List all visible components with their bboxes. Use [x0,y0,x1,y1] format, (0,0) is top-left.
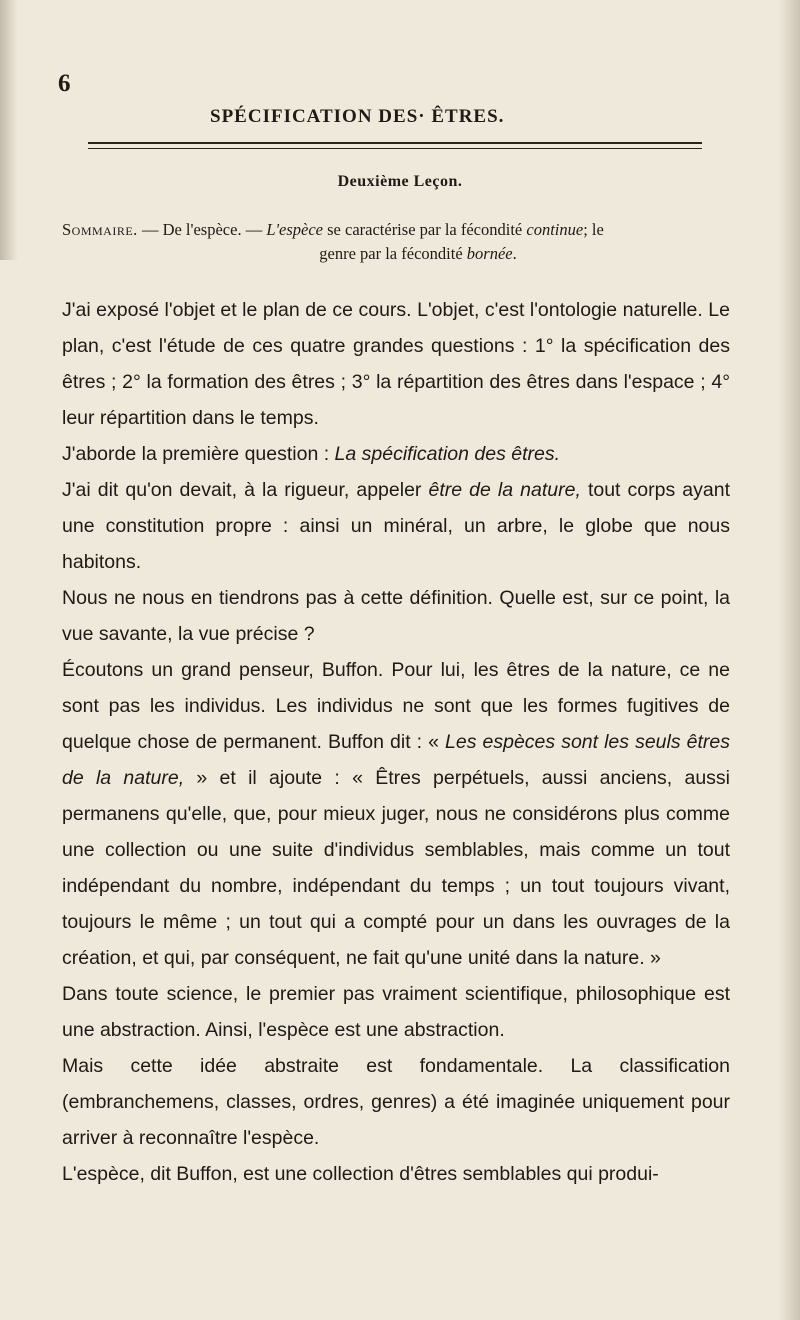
summary-italic: continue [526,220,584,239]
summary-text: — De l'espèce. — [137,220,267,239]
paragraph: Dans toute science, le premier pas vraiment scientifique, philosophique est une abstraction. Ainsi, l'espèce est une abstraction. [62,983,730,1041]
summary-line-2 [62,242,714,266]
header-rule-thick [88,142,702,144]
paragraph-text: J'ai dit qu'on devait, à la rigueur, appeler [62,479,429,501]
page-edge-shadow [778,0,800,1320]
summary-text: ; le [583,220,604,239]
paragraph: Mais cette idée abstraite est fondamentale. La classification (embranchemens, classes, ordres, genres) a été imaginée uniquement pour arriver à reconnaître l'espèce. [62,1055,730,1149]
paragraph [62,436,730,472]
paragraph-italic: La spécification des êtres. [334,443,561,465]
summary-italic: bornée [466,244,513,263]
paragraph-text: J'aborde la première question : [62,443,335,465]
body-text [62,292,730,1192]
paragraph: J'ai exposé l'objet et le plan de ce cours. L'objet, c'est l'ontologie naturelle. Le plan, c'est l'étude de ces quatre grandes questions : 1° la spécification des êtres ; 2° la formation des êtres ; 3° la répartition des êtres dans l'espace ; 4° leur répartition dans le temps. [62,299,730,429]
summary-text: . [512,244,517,263]
page-number: 6 [58,70,71,97]
paragraph: Nous ne nous en tiendrons pas à cette définition. Quelle est, sur ce point, la vue savante, la vue précise ? [62,587,730,645]
paragraph-text: Écoutons un grand penseur, Buffon. Pour lui, les êtres de la nature, ce ne sont pas les individus. Les individus ne sont que les formes fugitives de quelque chose de permanent. Buffon dit : « [62,659,730,753]
running-header: SPÉCIFICATION DES· ÊTRES. [210,106,505,127]
summary-text: genre par la fécondité [319,244,467,263]
summary-label: Sommaire. [62,220,138,239]
paragraph [62,472,730,580]
paragraph-italic: être de la nature, [428,479,581,501]
summary-text: se caractérise par la fécondité [323,220,527,239]
paragraph-text: tout corps ayant une constitution propre : ainsi un minéral, un arbre, le globe que nous habitons. [62,479,730,573]
paragraph-text: » et il ajoute : « Êtres perpétuels, aussi anciens, aussi permanens qu'elle, que, pour mieux juger, nous ne considérons plus comme une collection ou une suite d'individus semblables, mais comme un tout indépendant du nombre, indépendant du temps ; un tout toujours vivant, toujours le même ; un tout qui a compté pour un dans les ouvrages de la création, et qui, par conséquent, ne fait qu'une unité dans la nature. » [62,767,730,969]
header-rule-thin [88,148,702,149]
paragraph-italic: Les espèces sont les seuls êtres de la nature, [62,731,730,789]
paragraph: L'espèce, dit Buffon, est une collection d'êtres semblables qui produi- [62,1163,659,1185]
summary [62,218,714,266]
summary-italic: L'espèce [266,220,323,239]
page-edge-shadow-left [0,0,18,260]
lesson-title: Deuxième Leçon. [337,173,463,190]
paragraph [62,652,730,976]
